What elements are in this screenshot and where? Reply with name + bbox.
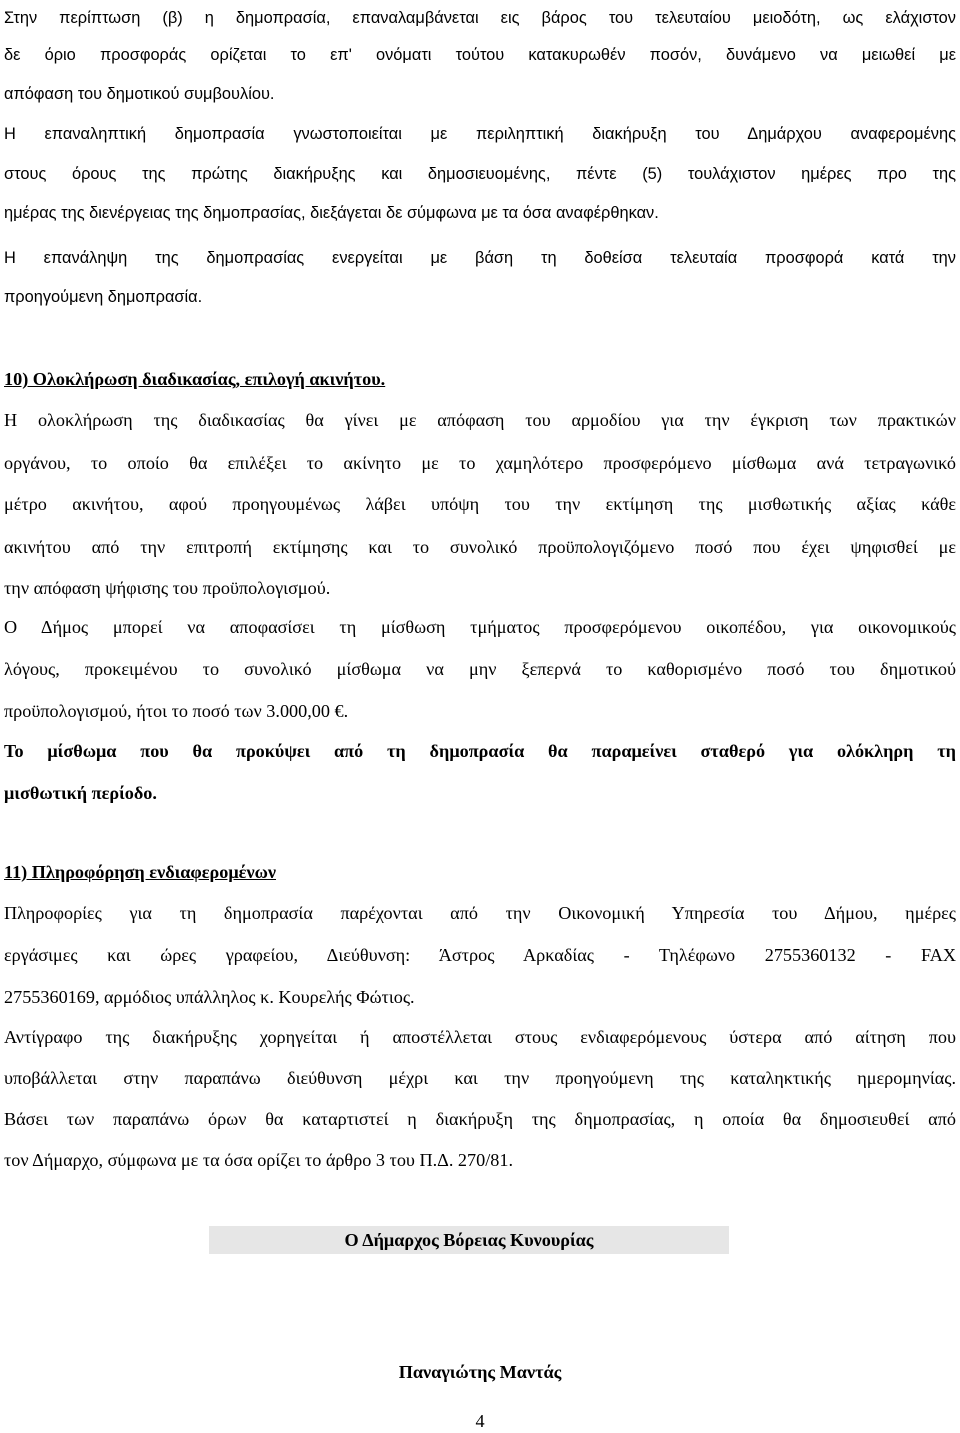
text-line: απόφαση του δημοτικού συμβουλίου. [4,85,275,103]
text-line: Το μίσθωμα που θα προκύψει από τη δημοπρασία θα παραμείνει σταθερό για ολόκληρη τη [4,741,956,761]
text-line: εργάσιμες και ώρες γραφείου, Διεύθυνση: Άστρος Αρκαδίας - Τηλέφωνο 2755360132 - FAX [4,945,956,965]
text-line: προϋπολογισμού, ήτοι το ποσό των 3.000,00 €. [4,701,349,721]
text-line: Βάσει των παραπάνω όρων θα καταρτιστεί η διακήρυξη της δημοπρασίας, η οποία θα δημοσιευθεί από [4,1109,956,1129]
text-line: ημέρας της διενέργειας της δημοπρασίας, διεξάγεται δε σύμφωνα με τα όσα αναφέρθηκαν. [4,204,659,222]
text-line: Στην περίπτωση (β) η δημοπρασία, επαναλαμβάνεται εις βάρος του τελευταίου μειοδότη, ως ελάχιστον [4,9,956,27]
text-line: ακινήτου από την επιτροπή εκτίμησης και το συνολικό προϋπολογιζόμενο ποσό που έχει ψηφισθεί με [4,537,956,557]
text-line: Πληροφορίες για τη δημοπρασία παρέχονται από την Οικονομική Υπηρεσία του Δήμου, ημέρες [4,903,956,923]
text-line: μισθωτική περίοδο. [4,783,157,803]
text-line: την απόφαση ψήφισης του προϋπολογισμού. [4,578,331,598]
text-line: Η επαναληπτική δημοπρασία γνωστοποιείται με περιληπτική διακήρυξη του Δημάρχου αναφερομένης [4,125,956,143]
text-line: οργάνου, το οποίο θα επιλέξει το ακίνητο με το χαμηλότερο προσφερόμενο μίσθωμα ανά τετραγωνικό [4,453,956,473]
text-line: Η ολοκλήρωση της διαδικασίας θα γίνει με απόφαση του αρμοδίου για την έγκριση των πρακτικών [4,410,956,430]
text-line: τον Δήμαρχο, σύμφωνα με τα όσα ορίζει το άρθρο 3 του Π.Δ. 270/81. [4,1150,514,1170]
text-line: 2755360169, αρμόδιος υπάλληλος κ. Κουρελής Φώτιος. [4,987,415,1007]
text-line: υποβάλλεται στην παραπάνω διεύθυνση μέχρι και την προηγούμενη της καταληκτικής ημερομηνίας. [4,1068,956,1088]
section-10-heading: 10) Ολοκλήρωση διαδικασίας, επιλογή ακινήτου. [4,369,386,389]
text-line: μέτρο ακινήτου, αφού προηγουμένως λάβει υπόψη του την εκτίμηση της μισθωτικής αξίας κάθε [4,494,956,514]
text-line: στους όρους της πρώτης διακήρυξης και δημοσιευομένης, πέντε (5) τουλάχιστον ημέρες προ της [4,165,956,183]
text-line: προηγούμενη δημοπρασία. [4,288,203,306]
text-line: δε όριο προσφοράς ορίζεται το επ' ονόματι τούτου κατακυρωθέν ποσόν, δυνάμενο να μειωθεί με [4,46,956,64]
section-11-heading: 11) Πληροφόρηση ενδιαφερομένων [4,862,276,882]
page-number: 4 [475,1411,485,1431]
signer-name: Παναγιώτης Μαντάς [398,1362,562,1382]
mayor-title: Ο Δήμαρχος Βόρειας Κυνουρίας [209,1226,729,1254]
text-line: Αντίγραφο της διακήρυξης χορηγείται ή αποστέλλεται στους ενδιαφερόμενους ύστερα από αίτηση που [4,1027,956,1047]
text-line: Ο Δήμος μπορεί να αποφασίσει τη μίσθωση τμήματος προσφερόμενου οικοπέδου, για οικονομικούς [4,617,956,637]
text-line: Η επανάληψη της δημοπρασίας ενεργείται με βάση τη δοθείσα τελευταία προσφορά κατά την [4,249,956,267]
text-line: λόγους, προκειμένου το συνολικό μίσθωμα να μην ξεπερνά το καθορισμένο ποσό του δημοτικού [4,659,956,679]
